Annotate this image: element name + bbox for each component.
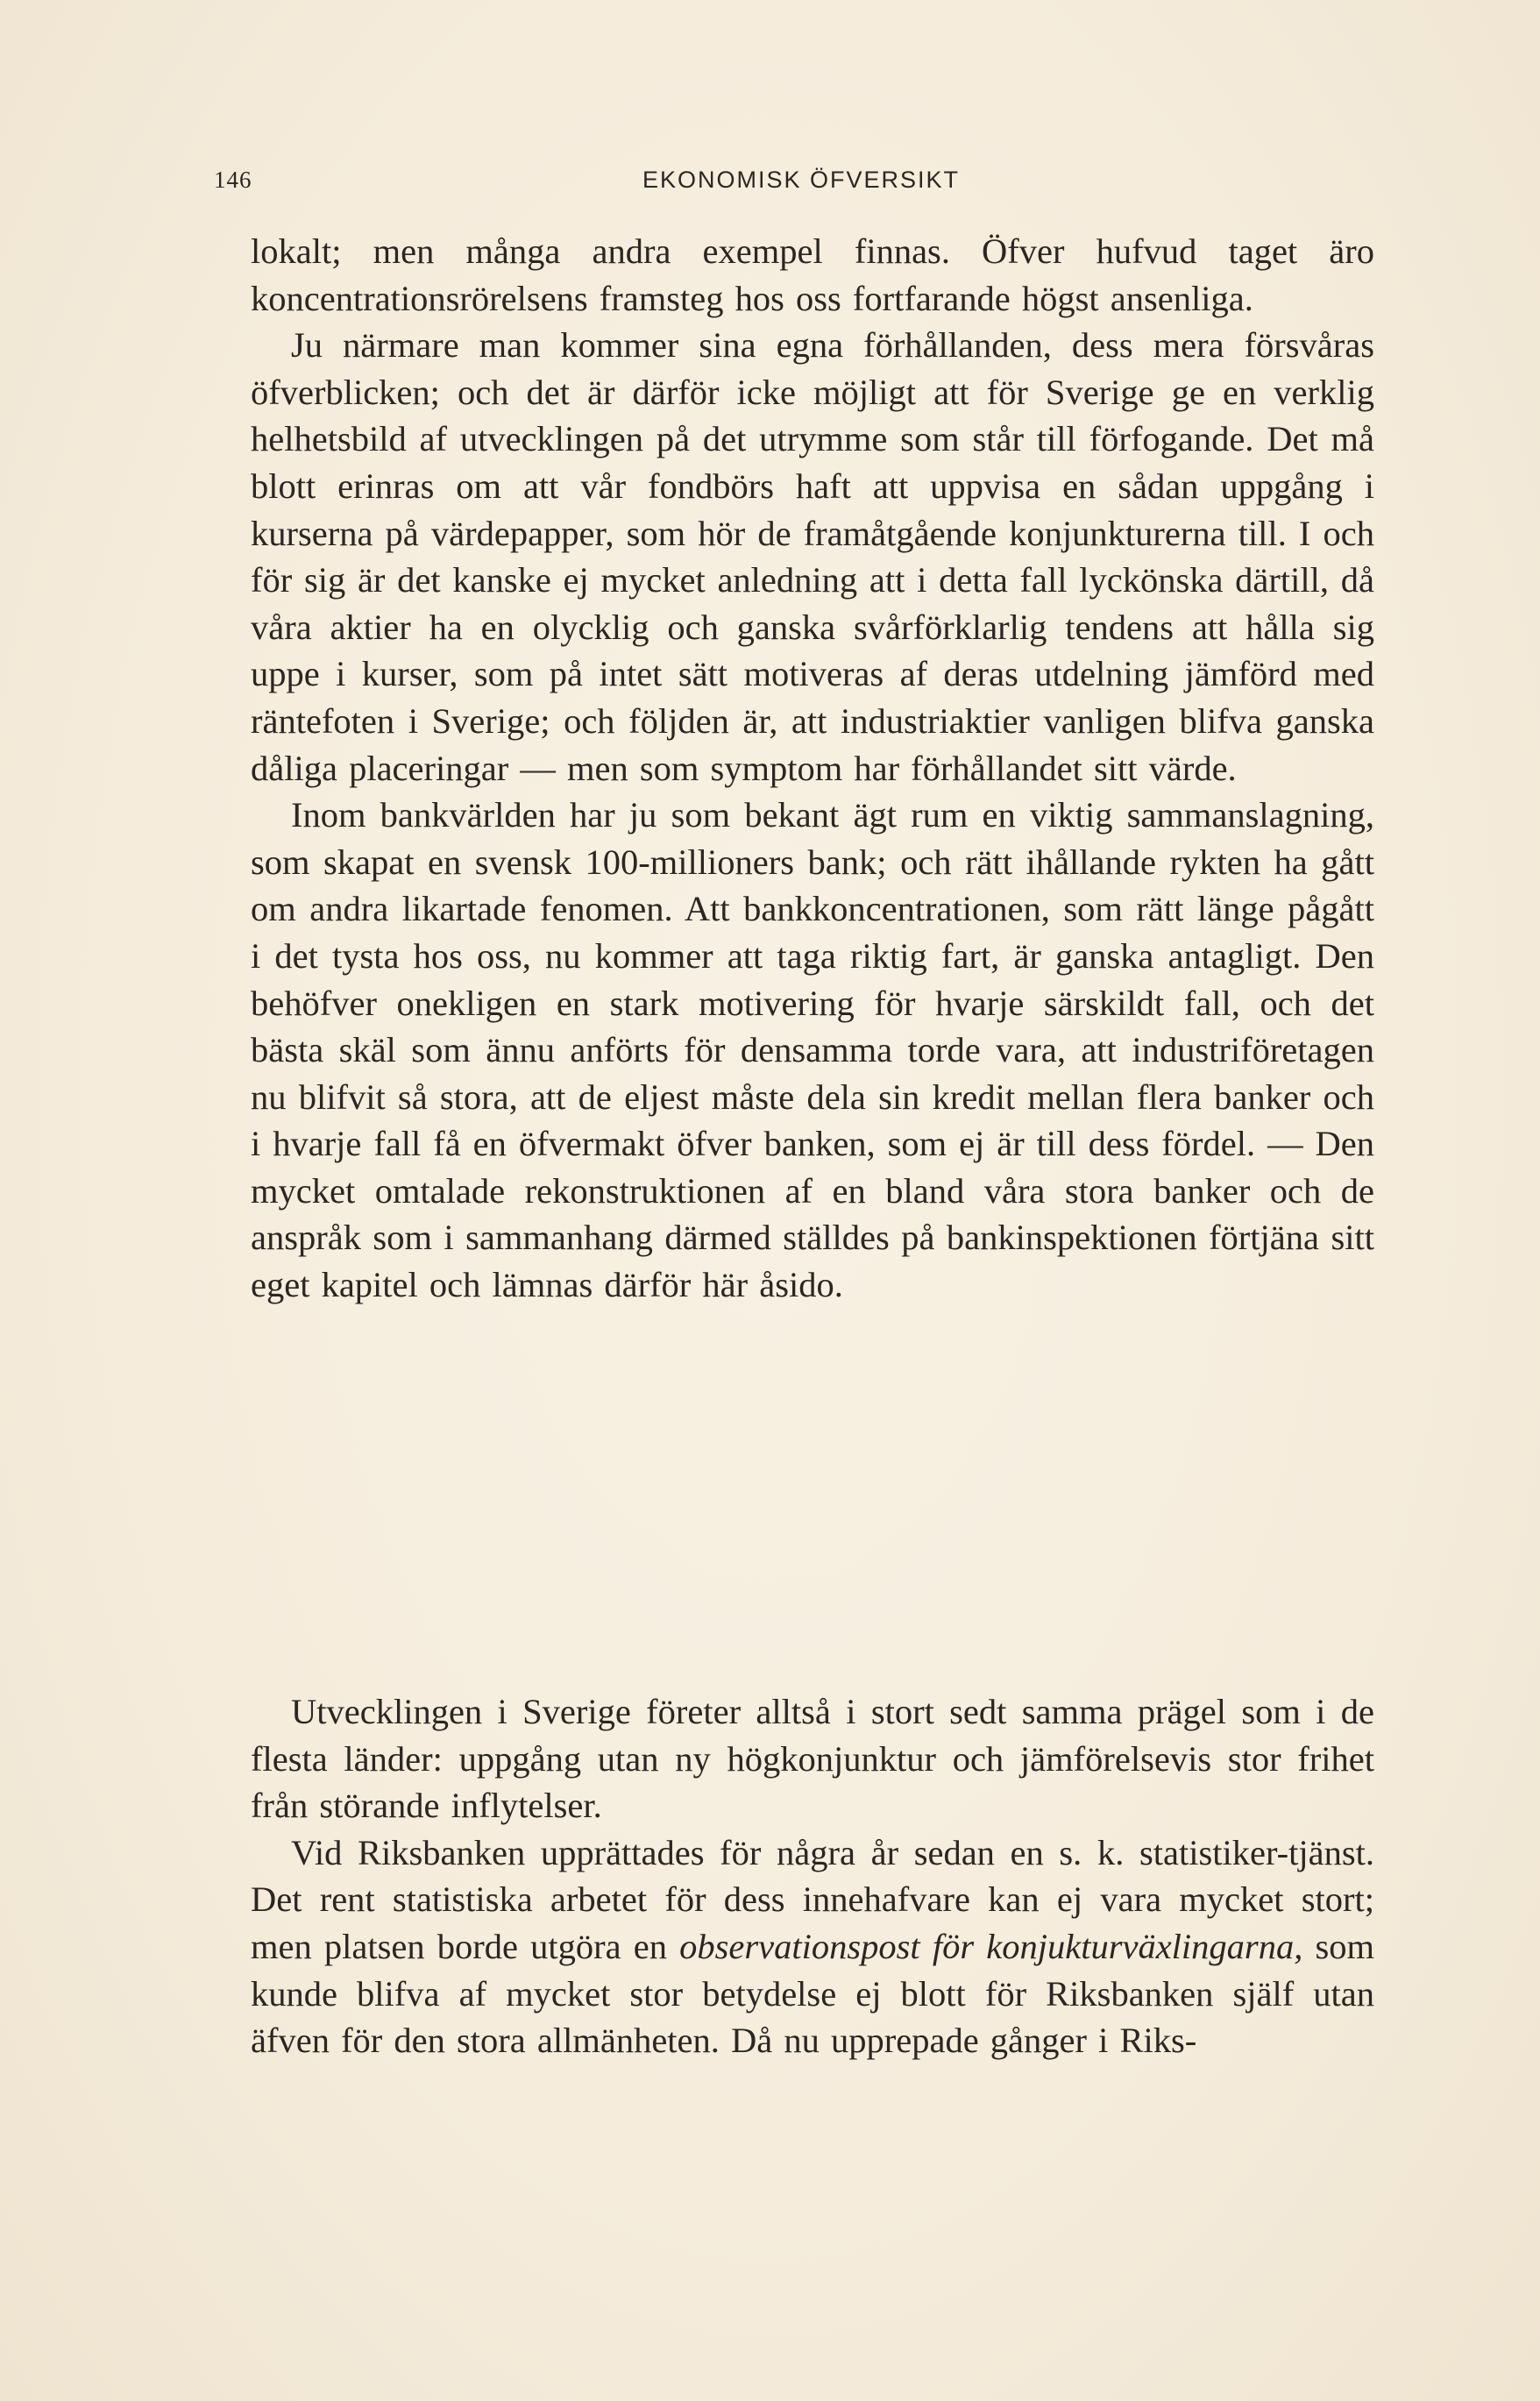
paragraph-riksbanken — [251, 1829, 1374, 2064]
main-text-block — [251, 228, 1374, 1309]
paragraph-bankvarlden: Inom bankvärlden har ju som bekant ägt rum en viktig sammanslagning, som skapat en svensk 100-millioners bank; och rätt ihållande rykten ha gått om andra likartade fenomen. Att bankkoncentrationen, som rätt länge pågått i det tysta hos oss, nu kommer att taga riktig fart, är ganska antagligt. Den behöfver onekligen en stark motivering för hvarje särskildt fall, och det bästa skäl som ännu anförts för densamma torde vara, att industriföretagen nu blifvit så stora, att de eljest måste dela sin kredit mellan flera banker och i hvarje fall få en öfvermakt öfver banken, som ej är till dess fördel. — Den mycket omtalade rekonstruktionen af en bland våra stora banker och de anspråk som i sammanhang därmed ställdes på bankinspektionen förtjäna sitt eget kapitel och lämnas därför här åsido. — [251, 795, 1374, 1305]
riksbanken-text-start: Vid Riksbanken upprättades för några år sedan en s. k. statistiker-tjänst. Det rent statistiska arbetet för dess innehafvare kan ej vara mycket stort; men platsen borde utgöra en — [251, 1832, 1374, 1966]
page-header — [214, 167, 1388, 202]
paragraph-utvecklingen: Utvecklingen i Sverige företer alltså i stort sedt samma prägel som i de flesta länder: uppgång utan ny högkonjunktur och jämförelsevis stor frihet från störande inflytelser. — [251, 1692, 1374, 1826]
second-section — [251, 1688, 1374, 2064]
riksbanken-text-end: som kunde blifva af mycket stor betydelse ej blott för Riksbanken själf utan äfven för den stora allmänheten. Då nu upprepade gånger i Riks- — [251, 1926, 1375, 2061]
paragraph-continued: lokalt; men många andra exempel finnas. Öfver hufvud taget äro koncentrationsrörelsens framsteg hos oss fortfarande högst ansenliga. — [251, 231, 1374, 318]
running-title: EKONOMISK ÖFVERSIKT — [642, 167, 961, 193]
paragraph-fondbors: Ju närmare man kommer sina egna förhållanden, dess mera försvåras öfverblicken; och det är därför icke möjligt att för Sverige ge en verklig helhetsbild af utvecklingen på det utrymme som står till förfogande. Det må blott erinras om att vår fondbörs haft att uppvisa en sådan uppgång i kurserna på värdepapper, som hör de framåtgående konjunkturerna till. I och för sig är det kanske ej mycket anledning att i detta fall lyckönska därtill, då våra aktier ha en olycklig och ganska svårförklarlig tendens att hålla sig uppe i kurser, som på intet sätt motiveras af deras utdelning jämförd med räntefoten i Sverige; och följden är, att industriaktier vanligen blifva ganska dåliga placeringar — men som symptom har förhållandet sitt värde. — [251, 325, 1374, 788]
page-number: 146 — [214, 167, 252, 193]
riksbanken-italic-phrase: observationspost för konjukturväxlingarna, — [679, 1926, 1303, 1966]
